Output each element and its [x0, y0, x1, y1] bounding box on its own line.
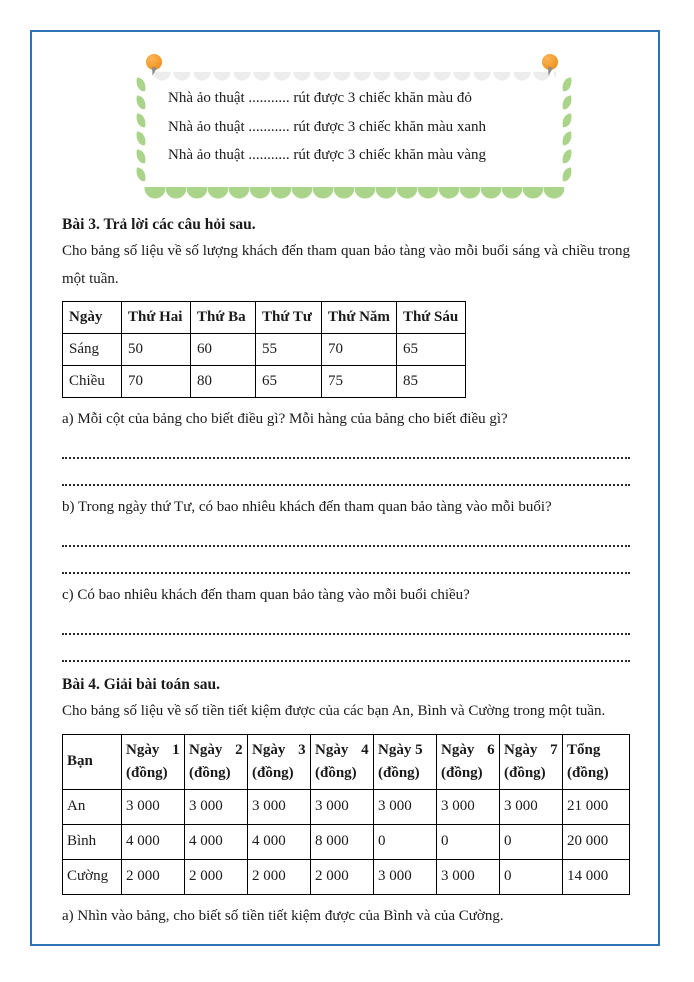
exercise4-title: Bài 4. Giải bài toán sau.: [62, 676, 221, 693]
table-cell: 60: [191, 334, 256, 366]
leaf-border-right: [562, 78, 572, 181]
column-header: Bạn: [63, 734, 122, 789]
table-cell: 21 000: [563, 789, 630, 824]
table-cell: 4 000: [185, 824, 248, 859]
leaf-icon: [561, 77, 573, 91]
column-header: Ngày 1 (đồng): [122, 734, 185, 789]
table-cell: 2 000: [185, 859, 248, 894]
table-row: [63, 824, 630, 859]
leaf-icon: [561, 131, 573, 145]
leaf-icon: [561, 167, 573, 181]
exercise4-question-a: a) Nhìn vào bảng, cho biết số tiền tiết kiệm được của Bình và của Cường.: [62, 907, 504, 924]
column-header: Ngày 7 (đồng): [500, 734, 563, 789]
row-label: Sáng: [63, 334, 122, 366]
document-page: [30, 30, 660, 946]
table-cell: 4 000: [248, 824, 311, 859]
table-header-row: [63, 302, 466, 334]
row-label: Cường: [63, 859, 122, 894]
exercise4-intro: Cho bảng số liệu về số tiền tiết kiệm được của các bạn An, Bình và Cường trong một tuần.: [62, 703, 606, 719]
table-cell: 2 000: [122, 859, 185, 894]
note-box-lines: [168, 84, 558, 170]
column-header: Thứ Tư: [256, 302, 322, 334]
table-cell: 3 000: [437, 789, 500, 824]
row-label: Bình: [63, 824, 122, 859]
column-header: Thứ Hai: [122, 302, 191, 334]
table-cell: 3 000: [185, 789, 248, 824]
table-cell: 8 000: [311, 824, 374, 859]
table-cell: 85: [396, 366, 465, 398]
table-row: [63, 366, 466, 398]
table-cell: 20 000: [563, 824, 630, 859]
pushpin-icon-right: [542, 54, 558, 70]
answer-blank-line: [62, 635, 630, 662]
table-cell: 3 000: [500, 789, 563, 824]
table-cell: 3 000: [437, 859, 500, 894]
leaf-icon: [135, 77, 147, 91]
row-label: An: [63, 789, 122, 824]
table-cell: 80: [191, 366, 256, 398]
table-cell: 14 000: [563, 859, 630, 894]
column-header: Ngày 4 (đồng): [311, 734, 374, 789]
column-header: Tổng (đồng): [563, 734, 630, 789]
column-header: Ngày 5 (đồng): [374, 734, 437, 789]
savings-table: [62, 734, 630, 895]
column-header: Thứ Ba: [191, 302, 256, 334]
leaf-icon: [561, 113, 573, 127]
table-row: [63, 789, 630, 824]
column-header: Thứ Năm: [322, 302, 397, 334]
table-cell: 4 000: [122, 824, 185, 859]
table-cell: 65: [256, 366, 322, 398]
exercise3-intro: Cho bảng số liệu về số lượng khách đến tham quan bảo tàng vào mỗi buổi sáng và chiều trong một tuần.: [62, 243, 630, 287]
row-label: Chiều: [63, 366, 122, 398]
question-b: b) Trong ngày thứ Tư, có bao nhiêu khách đến tham quan bảo tàng vào mỗi buổi?: [62, 499, 552, 515]
table-cell: 65: [396, 334, 465, 366]
pushpin-icon-left: [146, 54, 162, 70]
leaf-icon: [135, 149, 147, 163]
table-cell: 0: [500, 859, 563, 894]
exercise3-title: Bài 3. Trả lời các câu hỏi sau.: [62, 216, 256, 233]
leaf-icon: [135, 95, 147, 109]
note-box: [138, 68, 570, 202]
note-line: Nhà ảo thuật ........... rút được 3 chiếc khăn màu xanh: [168, 118, 487, 135]
table-cell: 3 000: [311, 789, 374, 824]
leaf-icon: [135, 131, 147, 145]
table-cell: 70: [322, 334, 397, 366]
answer-blank-line: [62, 432, 630, 459]
leaf-icon: [561, 95, 573, 109]
page-content: [32, 32, 658, 927]
leaf-border-left: [136, 78, 146, 181]
table-cell: 0: [500, 824, 563, 859]
scalloped-bottom-border: [144, 187, 564, 202]
table-row: [63, 859, 630, 894]
leaf-icon: [135, 167, 147, 181]
column-header: Ngày 2 (đồng): [185, 734, 248, 789]
visitors-table: [62, 301, 466, 398]
table-row: [63, 334, 466, 366]
question-a: a) Mỗi cột của bảng cho biết điều gì? Mỗi hàng của bảng cho biết điều gì?: [62, 411, 508, 427]
table-cell: 3 000: [374, 789, 437, 824]
leaf-icon: [135, 113, 147, 127]
table-cell: 55: [256, 334, 322, 366]
answer-blank-line: [62, 608, 630, 635]
table-cell: 0: [437, 824, 500, 859]
column-header: Thứ Sáu: [396, 302, 465, 334]
table-cell: 3 000: [248, 789, 311, 824]
note-line: Nhà ảo thuật ........... rút được 3 chiếc khăn màu đỏ: [168, 90, 472, 106]
table-cell: 0: [374, 824, 437, 859]
note-line: Nhà ảo thuật ........... rút được 3 chiếc khăn màu vàng: [168, 147, 487, 163]
column-header: Ngày 3 (đồng): [248, 734, 311, 789]
table-cell: 3 000: [122, 789, 185, 824]
column-header: Ngày 6 (đồng): [437, 734, 500, 789]
answer-blank-line: [62, 547, 630, 574]
question-c: c) Có bao nhiêu khách đến tham quan bảo tàng vào mỗi buổi chiều?: [62, 587, 470, 603]
wavy-top-border: [152, 72, 556, 82]
answer-blank-line: [62, 520, 630, 547]
leaf-icon: [561, 149, 573, 163]
table-cell: 75: [322, 366, 397, 398]
column-header: Ngày: [63, 302, 122, 334]
answer-blank-line: [62, 459, 630, 486]
table-cell: 70: [122, 366, 191, 398]
table-cell: 2 000: [248, 859, 311, 894]
table-header-row: [63, 734, 630, 789]
table-cell: 50: [122, 334, 191, 366]
table-cell: 3 000: [374, 859, 437, 894]
table-cell: 2 000: [311, 859, 374, 894]
